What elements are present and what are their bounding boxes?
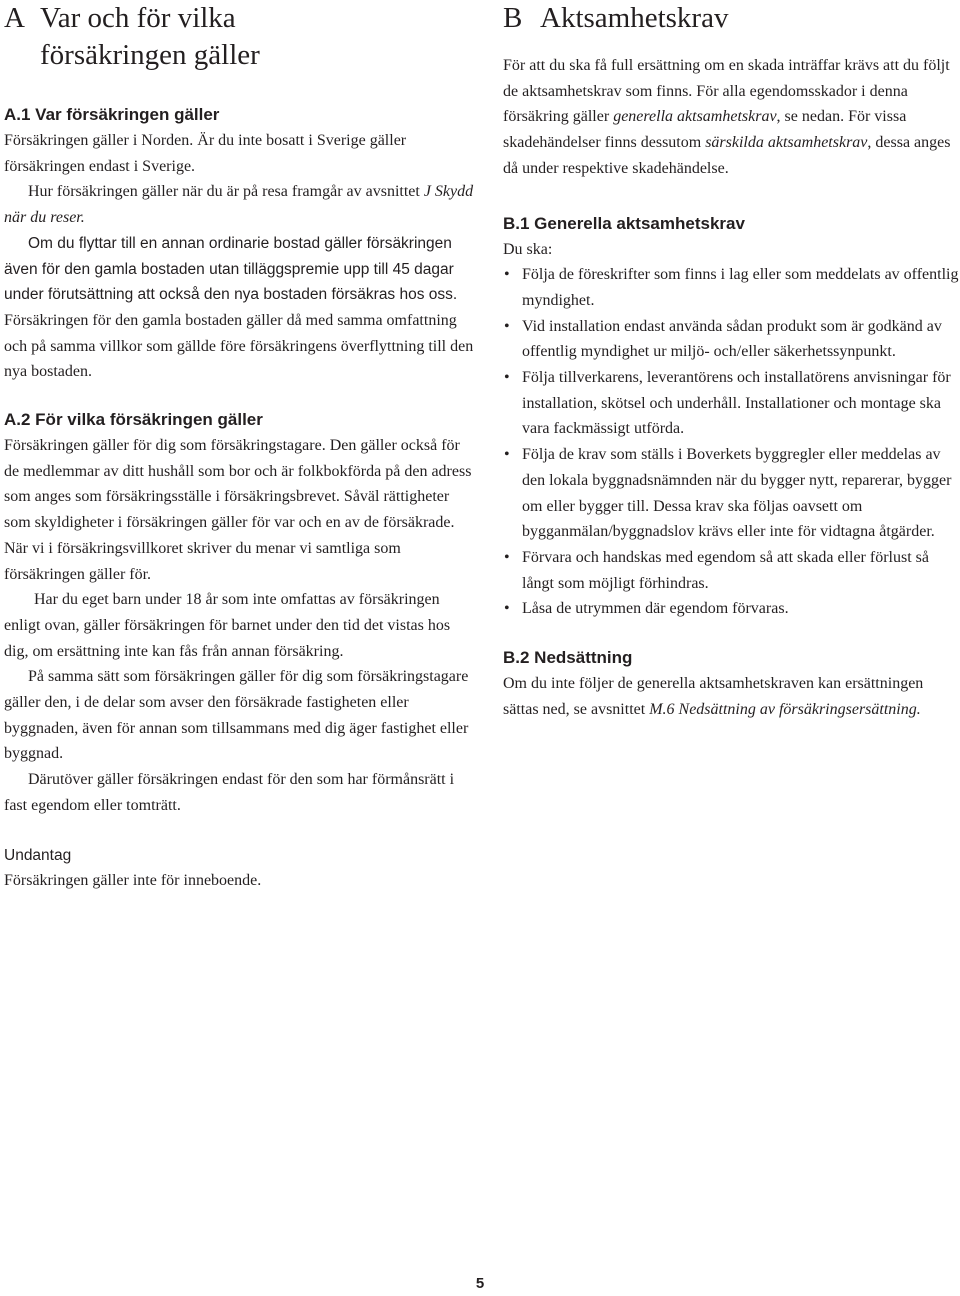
list-item: • Följa tillverkarens, leverantörens och installatörens anvisningar för installation, skötsel och underhåll. Installationer och montage ska vara fackmässigt utförda. [503,365,960,442]
a2-paragraph-3: På samma sätt som försäkringen gäller för dig som försäkringstagare gäller den, i de delar som avser den försäkrade fastigheten eller byggnaden, även för annan som tillsammans med dig äger fastighet eller byggnad. [4,668,469,763]
section-b-number: B [503,2,523,34]
undantag-block [4,843,474,894]
section-a-title-line2: försäkringen gäller [40,39,260,71]
a2-paragraph-4: Därutöver gäller försäkringen endast för den som har förmånsrätt i fast egendom eller tomträtt. [4,771,455,814]
list-item: • Vid installation endast använda sådan produkt som är godkänd av offentlig myndighet ur miljö- och/eller säkerhetssynpunkt. [503,314,960,365]
left-column [4,0,474,894]
list-item: • Följa de föreskrifter som finns i lag eller som meddelats av offentlig myndighet. [503,262,960,313]
a1-heading: A.1 Var försäkringen gäller [4,105,220,124]
b1-list [503,262,960,622]
list-item: • Låsa de utrymmen där egendom förvaras. [503,596,960,622]
section-b-title: B Aktsamhetskrav [503,0,960,37]
section-a-title [4,0,474,74]
a1-paragraph-3: Om du flyttar till en annan ordinarie bostad gäller försäkringen även för den gamla bostaden utan tilläggspremie upp till 45 dagar under förutsättning att också den nya bostaden försäkras hos oss. Försäkringen för den gamla bostaden gäller då med samma omfattning och på samma villkor som gällde före försäkringens överflyttning till den nya bostaden. [4,234,474,381]
list-item: • Förvara och handskas med egendom så att skada eller förlust så långt som möjligt förhindras. [503,545,960,596]
undantag-heading: Undantag [4,846,72,864]
right-column [503,0,960,722]
a2-paragraph-1: Försäkringen gäller för dig som försäkringstagare. Den gäller också för de medlemmar av ditt hushåll som bor och är folkbokförda på den adress som anges som försäkringsställe i försäkringsbrevet. Såväl rättigheter som skyldigheter i försäkringen gäller för var och en av de försäkrade. När vi i försäkringsvillkoret skriver du menar vi samtliga som försäkringen gäller för. [4,437,472,583]
a1-paragraph-1: Försäkringen gäller i Norden. Är du inte bosatt i Sverige gäller försäkringen endast i Sverige. [4,132,407,175]
section-a-number: A [4,2,25,34]
bullet-icon: • [504,317,510,335]
section-a-title-line1: Var och för vilka [40,2,236,34]
a2-heading: A.2 För vilka försäkringen gäller [4,410,263,430]
page-number: 5 [475,1275,485,1292]
bullet-icon: • [504,600,510,618]
bullet-icon: • [504,266,510,284]
list-item: • Följa de krav som ställs i Boverkets byggregler eller meddelas av den lokala byggnadsnämnden när du bygger nytt, reparerar, bygger om eller bygger till. Dessa krav ska följas oavsett om bygganmälan/byggnadslov krävs eller inte för vidtagna åtgärder. [503,442,960,545]
b1-heading: B.1 Generella aktsamhetskrav [503,213,745,233]
b-intro: För att du ska få full ersättning om en skada inträffar krävs att du följt de aktsamhetskrav som finns. För alla egendomsskador i denna försäkring gäller generella aktsamhetskrav, se nedan. För vissa skadehändelser finns dessutom särskilda aktsamhetskrav, dessa anges då under respektive skadehändelse. [503,57,951,177]
b1-lead: Du ska: [503,240,553,258]
bullet-icon: • [504,446,510,464]
a1-paragraph-2: Hur försäkringen gäller när du är på resa framgår av avsnittet J Skydd när du reser. [4,183,474,227]
bullet-icon: • [504,369,510,387]
bullet-icon: • [504,548,510,566]
b2-text: Om du inte följer de generella aktsamhetskraven kan ersättningen sättas ned, se avsnittet M.6 Nedsättning av försäkringsersättning. [503,675,924,718]
undantag-text: Försäkringen gäller inte för inneboende. [4,872,262,890]
b2-heading: B.2 Nedsättning [503,648,633,668]
a2-paragraph-2: Har du eget barn under 18 år som inte omfattas av försäkringen enligt ovan, gäller försäkringen för barnet under den tid det vistas hos dig, om ersättning inte kan fås från annan försäkring. [4,591,451,660]
a1-reference: J Skydd när du reser. [4,183,474,227]
